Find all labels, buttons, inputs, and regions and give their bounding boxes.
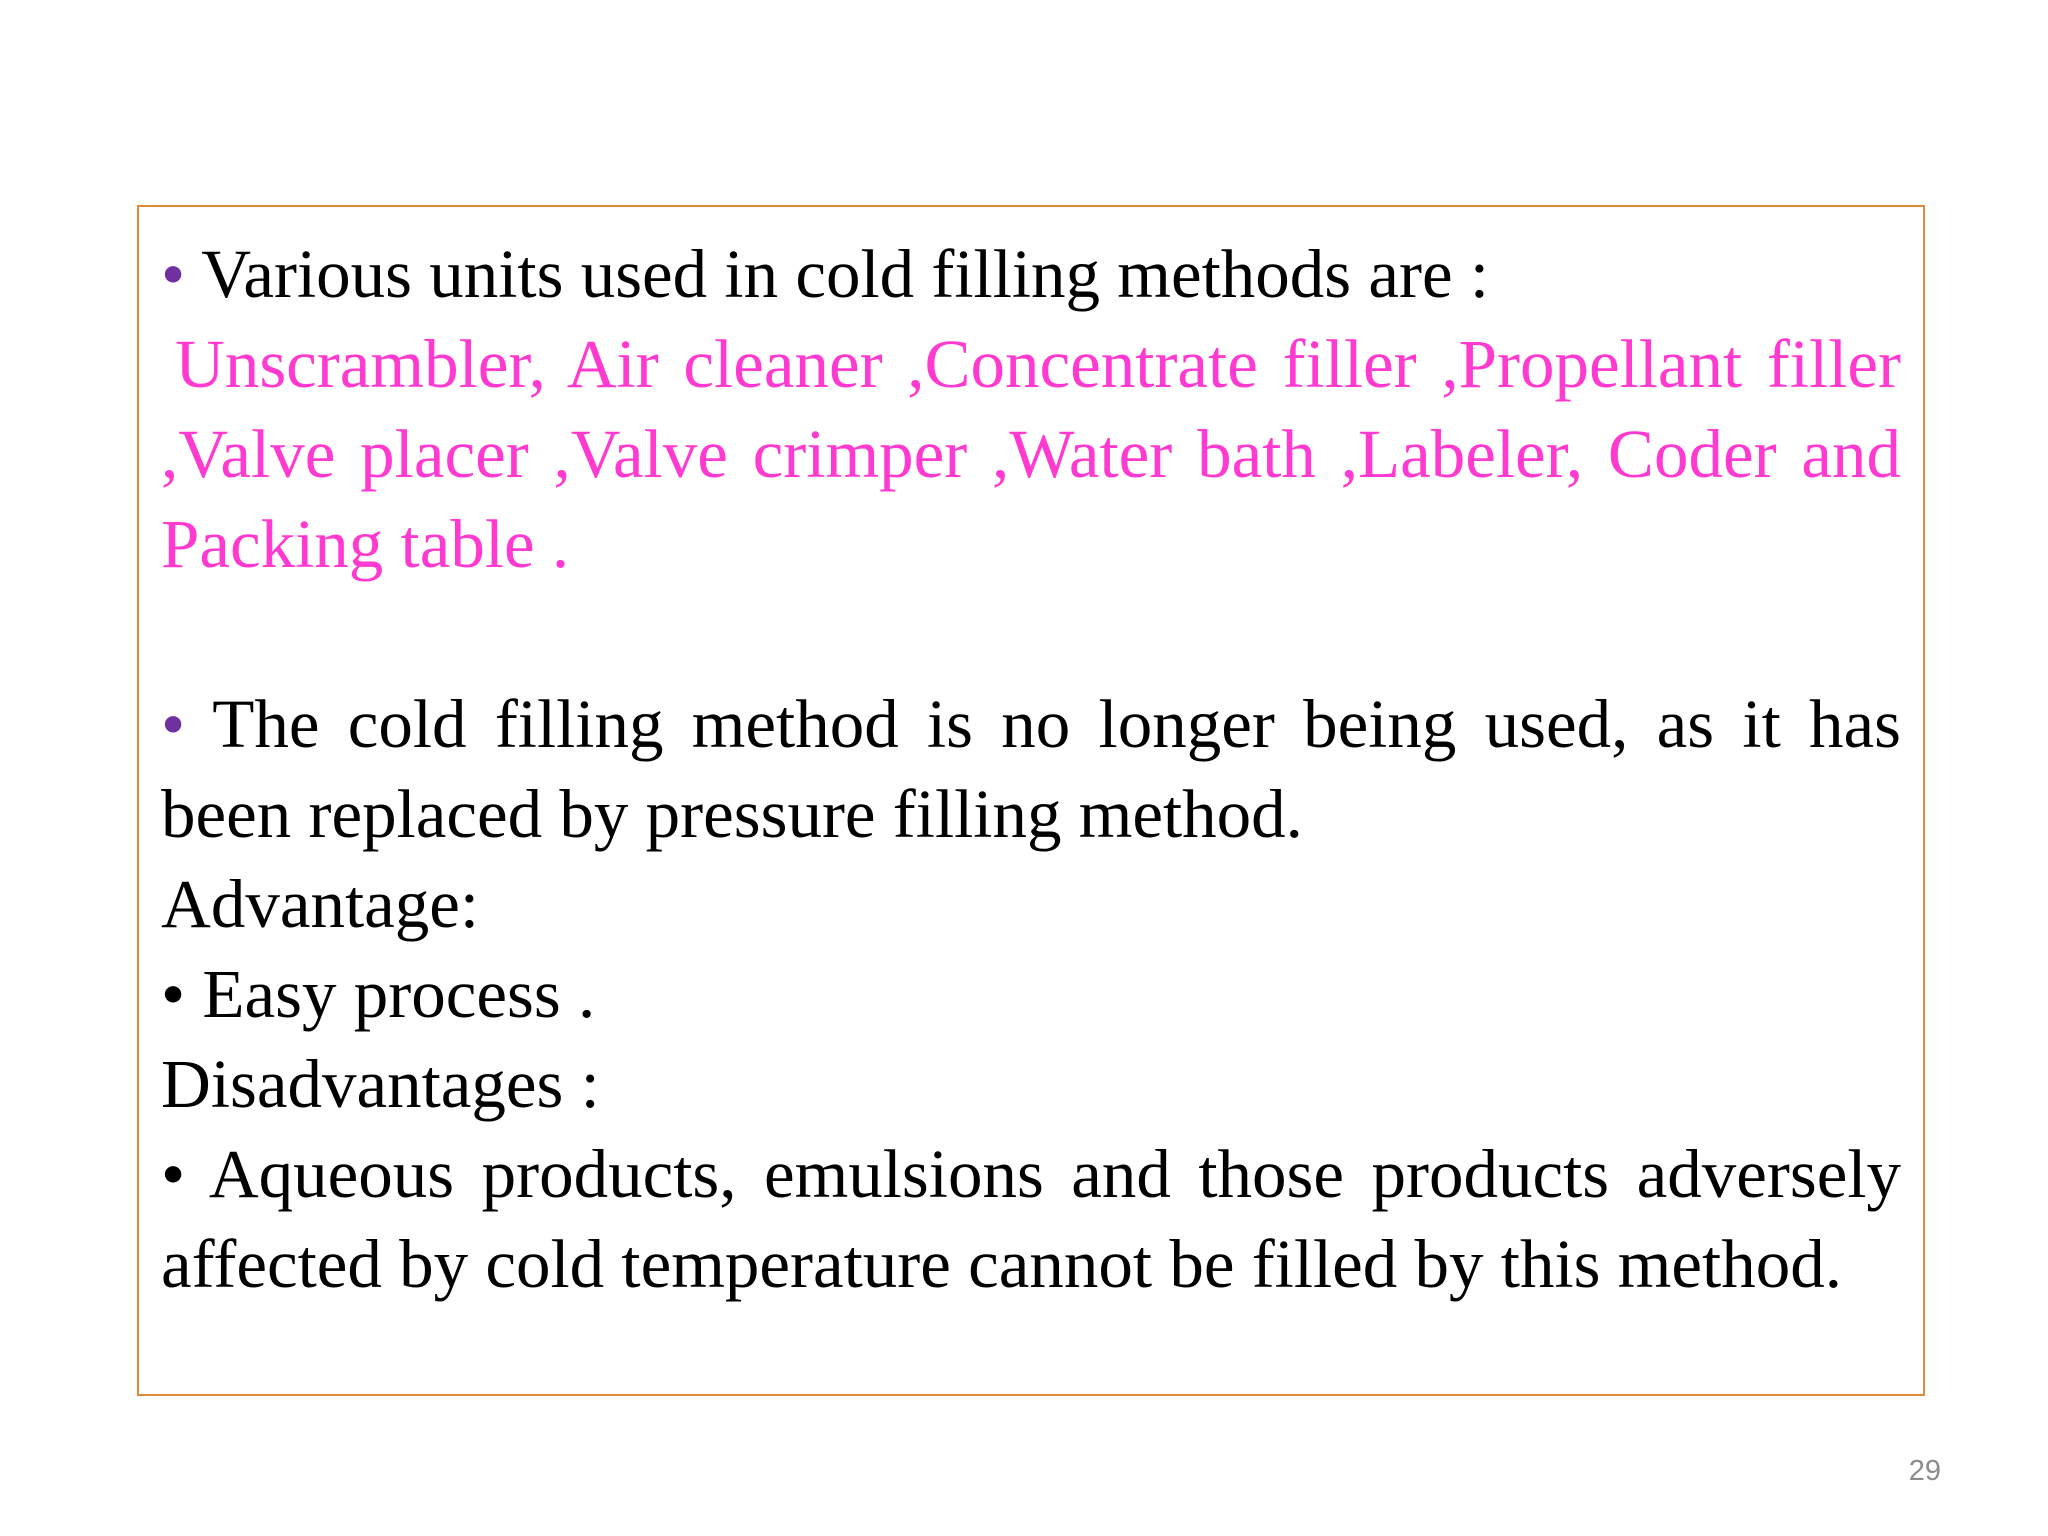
- units-list: Unscrambler, Air cleaner ,Concentrate filler ,Propellant filler ,Valve placer ,Valve crimper ,Water bath ,Labeler, Coder and Packing table .: [161, 326, 1901, 582]
- disadvantage-item: • Aqueous products, emulsions and those products adversely affected by cold temperature cannot be filled by this method.: [161, 1136, 1901, 1302]
- bullet-icon: •: [161, 236, 186, 312]
- spacer: [161, 589, 1901, 679]
- replacement-paragraph: [161, 679, 1901, 859]
- disadvantage-heading: Disadvantages :: [161, 1046, 600, 1122]
- advantage-heading: Advantage:: [161, 866, 480, 942]
- page-number: 29: [1908, 1455, 1941, 1487]
- advantage-item: • Easy process .: [161, 956, 596, 1032]
- replacement-text: The cold filling method is no longer being used, as it has been replaced by pressure filling method.: [161, 686, 1901, 852]
- intro-paragraph: [161, 229, 1901, 319]
- bullet-icon: •: [161, 686, 186, 762]
- intro-text: Various units used in cold filling methods are :: [201, 236, 1490, 312]
- content-box: [137, 205, 1925, 1396]
